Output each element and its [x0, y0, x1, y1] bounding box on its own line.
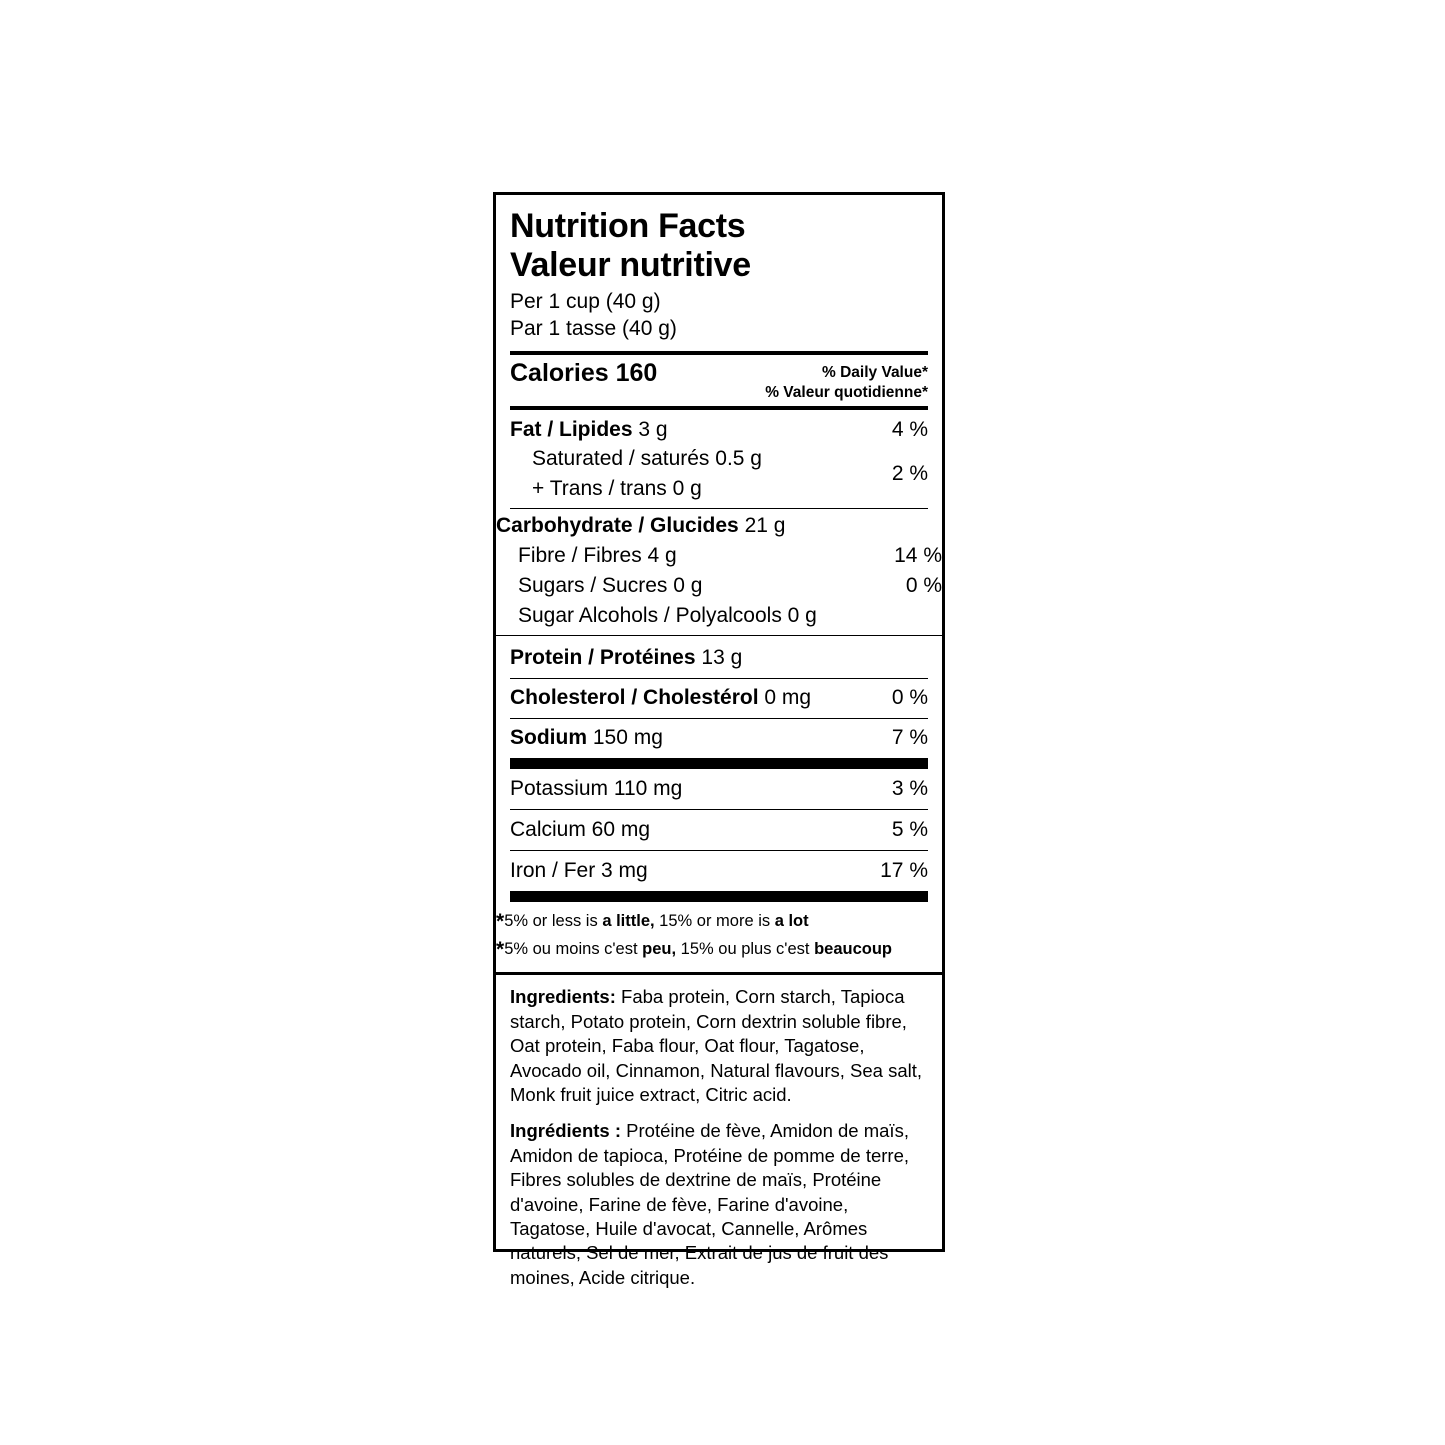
- footnote-en-mid: 15% or more is: [654, 911, 775, 930]
- protein-group: [496, 639, 942, 679]
- asterisk-icon: *: [496, 909, 505, 933]
- row-fibre-name: Fibre / Fibres 4 g: [518, 544, 677, 568]
- ingredients-fr: [510, 1119, 928, 1290]
- row-sugars: [496, 571, 942, 601]
- calories-value: Calories 160: [510, 358, 658, 387]
- minerals-group: [496, 769, 942, 902]
- row-sodium-name: Sodium: [510, 725, 587, 749]
- row-carbohydrate-name: Carbohydrate / Glucides: [496, 514, 739, 538]
- row-fat-dv: 4 %: [891, 417, 928, 441]
- footnote-en-b1: a little,: [602, 911, 655, 930]
- ingredients-en: [510, 985, 928, 1107]
- row-calcium-name: Calcium 60 mg: [510, 817, 651, 841]
- row-potassium-dv: 3 %: [891, 776, 928, 800]
- footnote-en-b2: a lot: [774, 911, 809, 930]
- row-fat: [510, 410, 928, 444]
- footnote-en-pre: 5% or less is: [504, 911, 603, 930]
- row-carbohydrate-amount: 21 g: [744, 514, 786, 538]
- row-trans-name: + Trans / trans 0 g: [532, 476, 702, 500]
- daily-value-footnote: [496, 902, 942, 973]
- footnote-en: [496, 908, 942, 936]
- row-fibre: [496, 541, 942, 571]
- row-protein-amount: 13 g: [701, 646, 743, 670]
- nutrition-title-en: Nutrition Facts: [510, 207, 746, 245]
- nutrition-facts-panel: [493, 192, 945, 1288]
- row-potassium-name: Potassium 110 mg: [510, 776, 683, 800]
- row-iron: [510, 851, 928, 891]
- row-sodium-amount: 150 mg: [592, 725, 663, 749]
- ingredients-en-text: Faba protein, Corn starch, Tapioca starch, Potato protein, Corn dextrin soluble fibre, Oat protein, Faba flour, Oat flour, Tagatose, Avocado oil, Cinnamon, Natural flavours, Sea salt, Monk fruit juice extract, Citric acid.: [510, 986, 923, 1105]
- row-sugar-alcohols: [496, 601, 942, 635]
- row-calcium-dv: 5 %: [891, 817, 928, 841]
- divider-iron-thick: [510, 891, 928, 902]
- calories-section: [496, 351, 942, 410]
- row-iron-name: Iron / Fer 3 mg: [510, 858, 648, 882]
- fat-group: [496, 410, 942, 510]
- row-fat-amount: 3 g: [638, 417, 668, 441]
- row-protein-name: Protein / Protéines: [510, 646, 696, 670]
- row-saturated-dv: 2 %: [891, 461, 928, 485]
- row-sodium-dv: 7 %: [891, 725, 928, 749]
- footnote-fr-mid: 15% ou plus c'est: [676, 939, 815, 958]
- row-cholesterol: [510, 679, 928, 718]
- daily-value-header: [765, 359, 928, 403]
- row-cholesterol-dv: 0 %: [891, 686, 928, 709]
- row-carbohydrate: [496, 511, 942, 541]
- row-protein: [510, 639, 928, 678]
- ingredients-fr-label: Ingrédients :: [510, 1120, 622, 1142]
- ingredients-section: [496, 975, 942, 1290]
- divider-carbohydrate: [496, 635, 942, 636]
- row-fibre-dv: 14 %: [894, 544, 942, 568]
- sodium-group: [496, 719, 942, 769]
- serving-size-fr: Par 1 tasse (40 g): [510, 317, 677, 341]
- ingredients-fr-text: Protéine de fève, Amidon de maïs, Amidon de tapioca, Protéine de pomme de terre, Fibres solubles de dextrine de maïs, Protéine d'avoine, Farine de fève, Farine d'avoine, Tagatose, Huile d'avocat, Cannelle, Arômes naturels, Sel de mer, Extrait de jus de fruit des moines, Acide citrique.: [510, 1120, 910, 1288]
- ingredients-en-label: Ingredients:: [510, 986, 616, 1008]
- carbohydrate-group: [496, 509, 942, 639]
- daily-value-header-en: % Daily Value*: [822, 363, 928, 381]
- footnote-fr-b2: beaucoup: [814, 939, 892, 958]
- divider-sodium-thick: [510, 758, 928, 769]
- row-sugars-name: Sugars / Sucres 0 g: [518, 574, 703, 598]
- row-iron-dv: 17 %: [880, 858, 928, 882]
- serving-size-en: Per 1 cup (40 g): [510, 290, 661, 314]
- footnote-fr-pre: 5% ou moins c'est: [504, 939, 643, 958]
- row-fat-name: Fat / Lipides: [510, 417, 633, 441]
- row-cholesterol-amount: 0 mg: [764, 686, 812, 709]
- row-sugars-dv: 0 %: [905, 574, 942, 598]
- nutrition-header: [496, 207, 942, 343]
- row-saturated-name: Saturated / saturés 0.5 g: [532, 446, 762, 470]
- row-calcium: [510, 810, 928, 850]
- daily-value-header-fr: % Valeur quotidienne*: [765, 383, 928, 401]
- cholesterol-group: [496, 679, 942, 719]
- footnote-fr: [496, 936, 942, 964]
- row-sodium: [510, 719, 928, 758]
- footnote-fr-b1: peu,: [642, 939, 677, 958]
- row-sugar-alcohols-name: Sugar Alcohols / Polyalcools 0 g: [518, 604, 817, 628]
- row-cholesterol-name: Cholesterol / Cholestérol: [510, 686, 759, 709]
- asterisk-icon-fr: *: [496, 937, 505, 961]
- row-potassium: [510, 769, 928, 809]
- nutrition-title-fr: Valeur nutritive: [510, 246, 751, 285]
